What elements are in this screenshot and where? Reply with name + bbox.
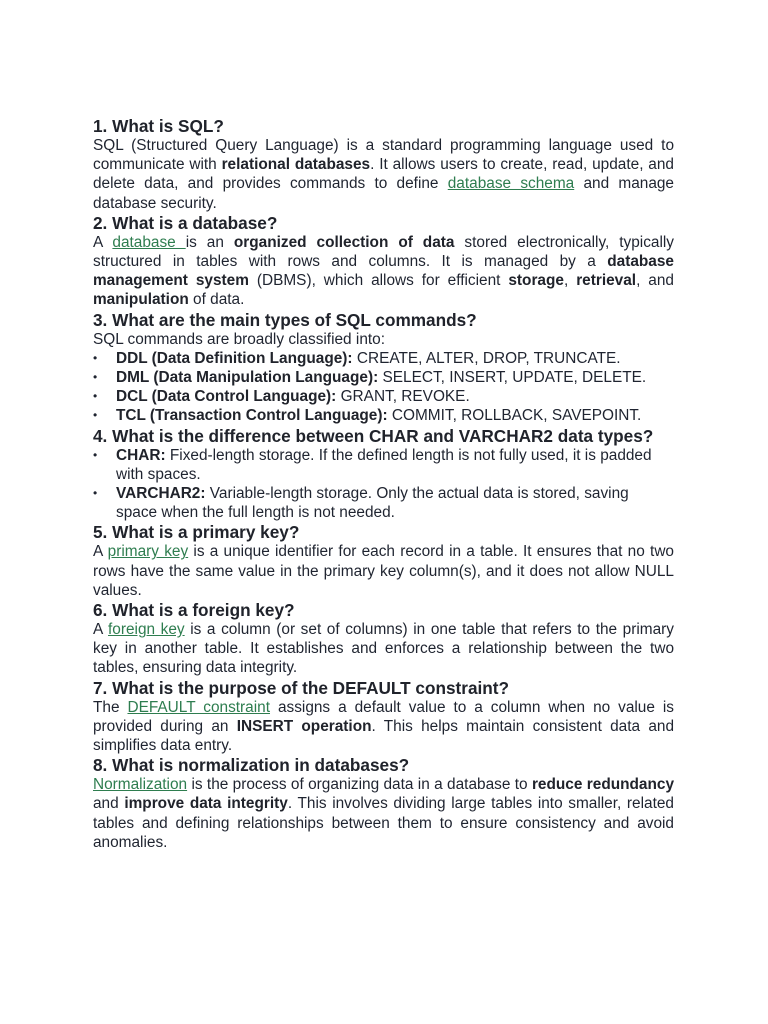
answer-2-bold: manipulation [93, 291, 189, 309]
list-item-term: VARCHAR2: [116, 485, 206, 503]
answer-1-text: . It allows users to create, read, update, and delete data, and provides commands to define [93, 156, 674, 193]
database-link[interactable]: database [112, 233, 186, 251]
list-item-text: Fixed-length storage. If the defined length is not fully used, it is padded with spaces. [116, 446, 652, 483]
document-body [93, 116, 674, 852]
question-3-heading: 3. What are the main types of SQL commands? [93, 309, 477, 330]
answer-1-bold-relational-databases: relational databases [221, 156, 371, 174]
answer-1-text: and manage database security. [93, 175, 674, 212]
answer-2 [93, 233, 674, 310]
list-item [93, 484, 674, 522]
database-schema-link[interactable]: database schema [447, 175, 575, 193]
char-varchar-list [93, 446, 674, 523]
question-8-heading: 8. What is normalization in databases? [93, 755, 410, 776]
answer-8-text: . This involves dividing large tables into smaller, related tables and defining relationships between them to ensure consistency and avoid anomalies. [93, 795, 674, 851]
question-1-heading: 1. What is SQL? [93, 116, 224, 136]
question-6-heading: 6. What is a foreign key? [93, 600, 295, 621]
list-item-text: SELECT, INSERT, UPDATE, DELETE. [378, 369, 647, 387]
list-item [93, 446, 674, 484]
answer-2-text: is an [185, 233, 234, 251]
sql-command-types-list [93, 349, 674, 426]
answer-1-text: SQL (Structured Query Language) is a standard programming language used to communicate with [93, 137, 674, 174]
answer-7-text: assigns a default value to a column when no value is provided during an [93, 698, 674, 735]
list-item-term: DCL (Data Control Language): [116, 388, 337, 406]
answer-6-text: A [93, 621, 109, 639]
list-item-term: DDL (Data Definition Language): [116, 349, 353, 367]
answer-8-text: and [93, 795, 125, 813]
question-5-heading: 5. What is a primary key? [93, 522, 300, 543]
answer-2-bold: storage [508, 272, 564, 290]
question-7-heading: 7. What is the purpose of the DEFAULT constraint? [93, 677, 510, 698]
answer-8-bold: improve data integrity [124, 795, 288, 813]
list-item-text: GRANT, REVOKE. [336, 388, 470, 406]
answer-7-text: The [93, 698, 128, 716]
answer-6 [93, 620, 674, 678]
answer-2-text: (DBMS), which allows for efficient [248, 272, 509, 290]
answer-5 [93, 542, 674, 600]
answer-2-bold: retrieval [576, 272, 637, 290]
answer-2-bold: database management system [93, 253, 674, 290]
list-item-text: CREATE, ALTER, DROP, TRUNCATE. [352, 349, 621, 367]
list-item [93, 387, 674, 406]
question-2-heading: 2. What is a database? [93, 212, 278, 233]
answer-2-text: of data. [188, 291, 245, 309]
answer-6-text: is a column (or set of columns) in one table that refers to the primary key in another table. It establishes and enforces a relationship between the two tables, ensuring data integrity. [93, 621, 674, 677]
answer-2-bold: organized collection of data [233, 233, 455, 251]
answer-2-text: stored electronically, typically structured in tables with rows and columns. It is managed by a [93, 233, 674, 271]
list-item-text: Variable-length storage. Only the actual data is stored, saving space when the full length is not needed. [116, 485, 629, 522]
answer-5-text: A [93, 543, 108, 561]
foreign-key-link[interactable]: foreign key [108, 621, 185, 639]
question-4-heading: 4. What is the difference between CHAR and VARCHAR2 data types? [93, 425, 654, 446]
list-item-text: COMMIT, ROLLBACK, SAVEPOINT. [387, 407, 642, 425]
list-item-term: CHAR: [116, 446, 166, 464]
answer-8 [93, 775, 674, 852]
list-item [93, 368, 674, 387]
answer-8-bold: reduce redundancy [531, 776, 674, 794]
normalization-link[interactable]: Normalization [93, 776, 188, 794]
answer-5-text: is a unique identifier for each record in a table. It ensures that no two rows have the same value in the primary key column(s), and it does not allow NULL values. [93, 543, 674, 599]
answer-1 [93, 136, 674, 213]
answer-7 [93, 698, 674, 756]
answer-2-text: , [563, 272, 577, 290]
primary-key-link[interactable]: primary key [107, 543, 189, 561]
answer-3-intro: SQL commands are broadly classified into: [93, 330, 385, 348]
list-item-term: DML (Data Manipulation Language): [116, 369, 379, 387]
answer-8-text: is the process of organizing data in a database to [187, 776, 532, 794]
list-item [93, 349, 674, 368]
default-constraint-link[interactable]: DEFAULT constraint [127, 698, 270, 716]
list-item-term: TCL (Transaction Control Language): [116, 407, 388, 425]
answer-7-bold: INSERT operation [236, 717, 372, 735]
answer-2-text: , and [636, 272, 674, 290]
answer-2-text: A [93, 233, 113, 251]
list-item [93, 406, 674, 425]
answer-7-text: . This helps maintain consistent data and simplifies data entry. [93, 717, 674, 755]
